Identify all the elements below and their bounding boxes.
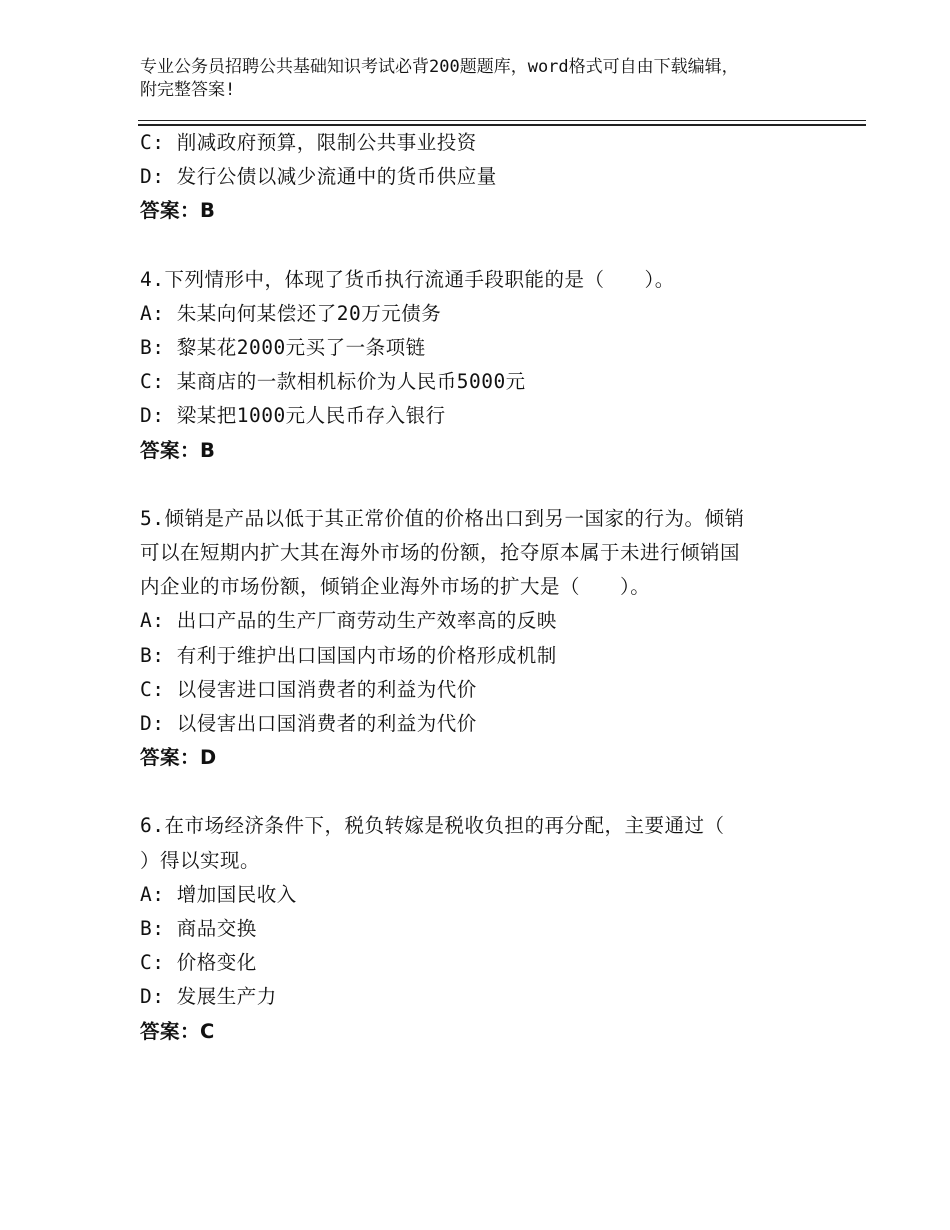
option-d: D: 梁某把1000元人民币存入银行 xyxy=(140,404,446,428)
option-b: B: 商品交换 xyxy=(140,917,257,941)
question-stem-line-3: 内企业的市场份额，倾销企业海外市场的扩大是（ ）。 xyxy=(140,575,651,599)
option-c: C: 削减政府预算，限制公共事业投资 xyxy=(140,131,477,154)
answer-label: 答案：C xyxy=(140,1019,215,1043)
option-b: B: 有利于维护出口国国内市场的价格形成机制 xyxy=(140,643,557,667)
option-b: B: 黎某花2000元买了一条项链 xyxy=(140,336,426,360)
question-content xyxy=(140,126,840,1049)
question-stem-line-1: 6.在市场经济条件下，税负转嫁是税收负担的再分配，主要通过（ xyxy=(140,814,725,838)
answer-label: 答案：B xyxy=(140,438,216,462)
option-a: A: 出口产品的生产厂商劳动生产效率高的反映 xyxy=(140,609,557,633)
option-c: C: 某商店的一款相机标价为人民币5000元 xyxy=(140,370,526,394)
option-d: D: 发展生产力 xyxy=(140,985,277,1009)
question-stem: 4.下列情形中，体现了货币执行流通手段职能的是（ ）。 xyxy=(140,267,675,291)
question-5 xyxy=(140,502,840,776)
question-stem-line-2: ）得以实现。 xyxy=(140,848,261,872)
question-stem-line-1: 5.倾销是产品以低于其正常价值的价格出口到另一国家的行为。倾销 xyxy=(140,506,745,530)
page-header xyxy=(140,56,820,102)
option-a: A: 增加国民收入 xyxy=(140,882,297,906)
option-d: D: 以侵害出口国消费者的利益为代价 xyxy=(140,712,477,736)
header-line-1: 专业公务员招聘公共基础知识考试必背200题题库，word格式可自由下载编辑， xyxy=(140,57,739,77)
option-d: D: 发行公债以减少流通中的货币供应量 xyxy=(140,165,497,189)
question-partial xyxy=(140,126,840,229)
answer-label: 答案：B xyxy=(140,199,216,223)
option-c: C: 价格变化 xyxy=(140,951,257,975)
question-stem-line-2: 可以在短期内扩大其在海外市场的份额，抢夺原本属于未进行倾销国 xyxy=(140,541,741,565)
header-line-2: 附完整答案! xyxy=(140,80,236,100)
question-4 xyxy=(140,263,840,468)
option-c: C: 以侵害进口国消费者的利益为代价 xyxy=(140,677,477,701)
header-divider-thin xyxy=(138,120,866,121)
question-6 xyxy=(140,809,840,1048)
option-a: A: 朱某向何某偿还了20万元债务 xyxy=(140,301,442,325)
answer-label: 答案：D xyxy=(140,746,217,770)
